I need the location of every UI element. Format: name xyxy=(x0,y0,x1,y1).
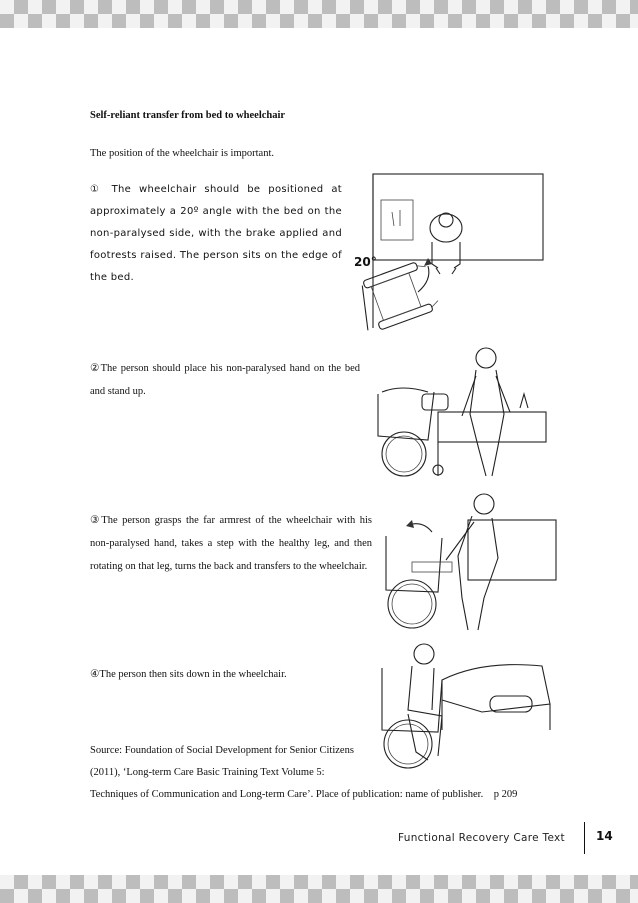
step-3-text: ③The person grasps the far armrest of the wheelchair with his non-paralysed hand, takes a step with the healthy leg, and then rotating on that leg, turns the back and transfers to the wheelchair. xyxy=(90,515,372,572)
angle-label: 20° xyxy=(354,255,377,269)
section-heading: Self-reliant transfer from bed to wheelchair xyxy=(90,110,286,121)
source-page-ref: p 209 xyxy=(493,789,518,800)
source-line-3 xyxy=(90,784,520,806)
step-2-text: ②The person should place his non-paralysed hand on the bed and stand up. xyxy=(90,363,360,397)
intro-text: The position of the wheelchair is important. xyxy=(90,148,274,159)
illustration-standing-up xyxy=(358,336,548,488)
footer-title: Functional Recovery Care Text xyxy=(398,832,565,844)
source-line-2: (2011), ‘Long-term Care Basic Training Text Volume 5: xyxy=(90,767,325,778)
step-1-text: ① The wheelchair should be positioned at approximately a 20º angle with the bed on the non-paralysed side, with the brake applied and footrests raised. The person sits on the edge of the bed. xyxy=(90,184,342,283)
step-4-text: ④The person then sits down in the wheelchair. xyxy=(90,669,287,680)
source-line-3-text: Techniques of Communication and Long-term Care’. Place of publication: name of publisher. xyxy=(90,789,484,800)
illustration-top-view-wheelchair xyxy=(348,168,548,336)
footer-divider xyxy=(584,822,585,854)
illustration-pivot-transfer xyxy=(372,486,558,646)
source-citation xyxy=(90,740,520,806)
page-number: 14 xyxy=(596,829,613,843)
source-line-1: Source: Foundation of Social Development for Senior Citizens xyxy=(90,745,354,756)
